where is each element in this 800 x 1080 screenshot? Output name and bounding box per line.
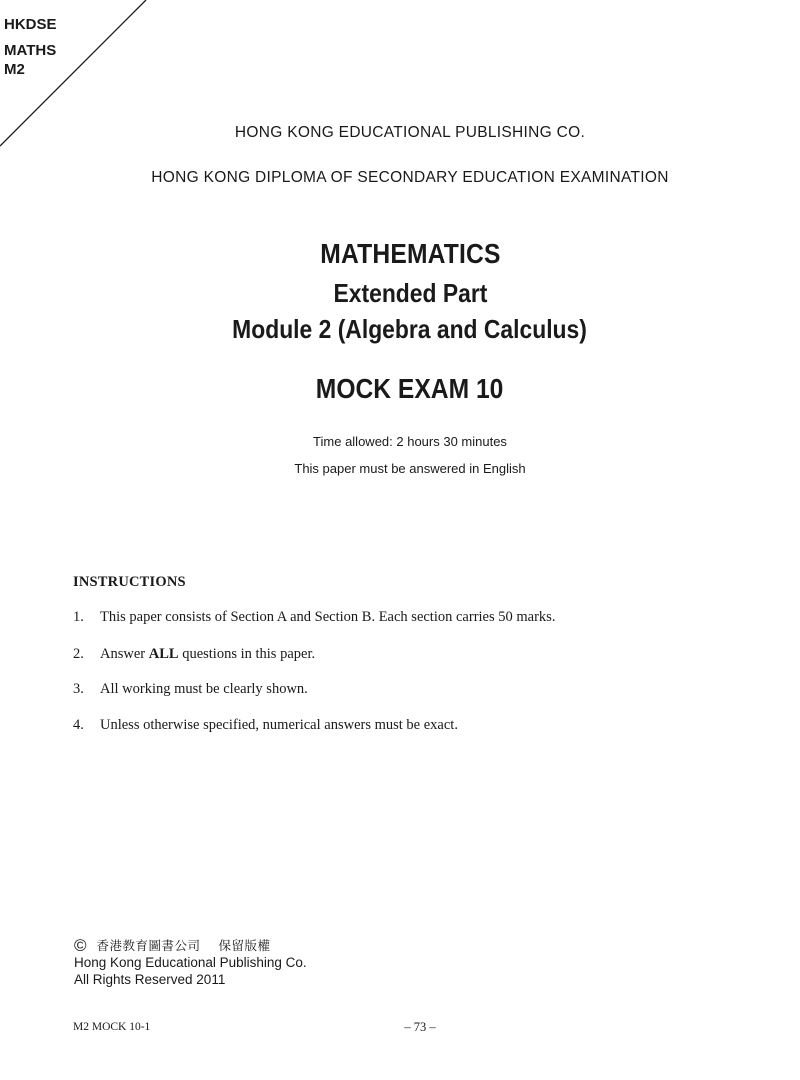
instruction-number: 2. <box>73 646 84 662</box>
module-title-text: Module 2 (Algebra and Calculus) <box>232 314 588 344</box>
corner-tag-module: M2 <box>4 61 25 78</box>
subject-title <box>0 238 800 270</box>
instruction-text-pre: Answer <box>100 646 149 662</box>
instruction-number: 4. <box>73 717 84 733</box>
copyright-line-chinese <box>74 937 307 954</box>
instruction-text: Unless otherwise specified, numerical answers must be exact. <box>100 717 458 733</box>
instruction-text: All working must be clearly shown. <box>100 681 308 697</box>
paper-code: M2 MOCK 10-1 <box>73 1021 151 1033</box>
instruction-item <box>73 646 315 663</box>
copyright-publisher: Hong Kong Educational Publishing Co. <box>74 955 307 970</box>
instruction-item <box>73 717 458 734</box>
instruction-text-emphasis: ALL <box>148 646 179 662</box>
subject-title-text: MATHEMATICS <box>319 238 501 269</box>
publisher-heading: HONG KONG EDUCATIONAL PUBLISHING CO. <box>234 124 586 141</box>
language-requirement: This paper must be answered in English <box>294 461 526 476</box>
instruction-item <box>73 609 555 626</box>
module-title <box>0 314 800 345</box>
instruction-text: This paper consists of Section A and Section B. Each section carries 50 marks. <box>100 609 556 625</box>
corner-tag-exam: HKDSE <box>4 16 57 33</box>
instruction-text-post: questions in this paper. <box>178 646 316 662</box>
part-title-text: Extended Part <box>333 278 487 308</box>
mock-exam-title-text: MOCK EXAM 10 <box>316 373 504 404</box>
instruction-number: 3. <box>73 681 84 697</box>
time-allowed: Time allowed: 2 hours 30 minutes <box>313 434 507 449</box>
part-title <box>0 278 800 309</box>
exam-body-heading: HONG KONG DIPLOMA OF SECONDARY EDUCATION EXAMINATION <box>151 169 669 186</box>
chinese-rights-reserved: 保留版權 <box>218 938 271 953</box>
copyright-rights: All Rights Reserved 2011 <box>74 972 226 987</box>
page-number: – 73 – <box>404 1020 436 1034</box>
copyright-icon: © <box>74 936 87 955</box>
corner-tag-subject: MATHS <box>4 42 57 59</box>
instruction-number: 1. <box>73 609 84 625</box>
chinese-publisher-name: 香港教育圖書公司 <box>96 938 201 953</box>
mock-exam-title <box>0 373 800 405</box>
instructions-heading: INSTRUCTIONS <box>73 574 186 590</box>
copyright-notice <box>74 937 307 988</box>
instruction-item <box>73 681 308 698</box>
